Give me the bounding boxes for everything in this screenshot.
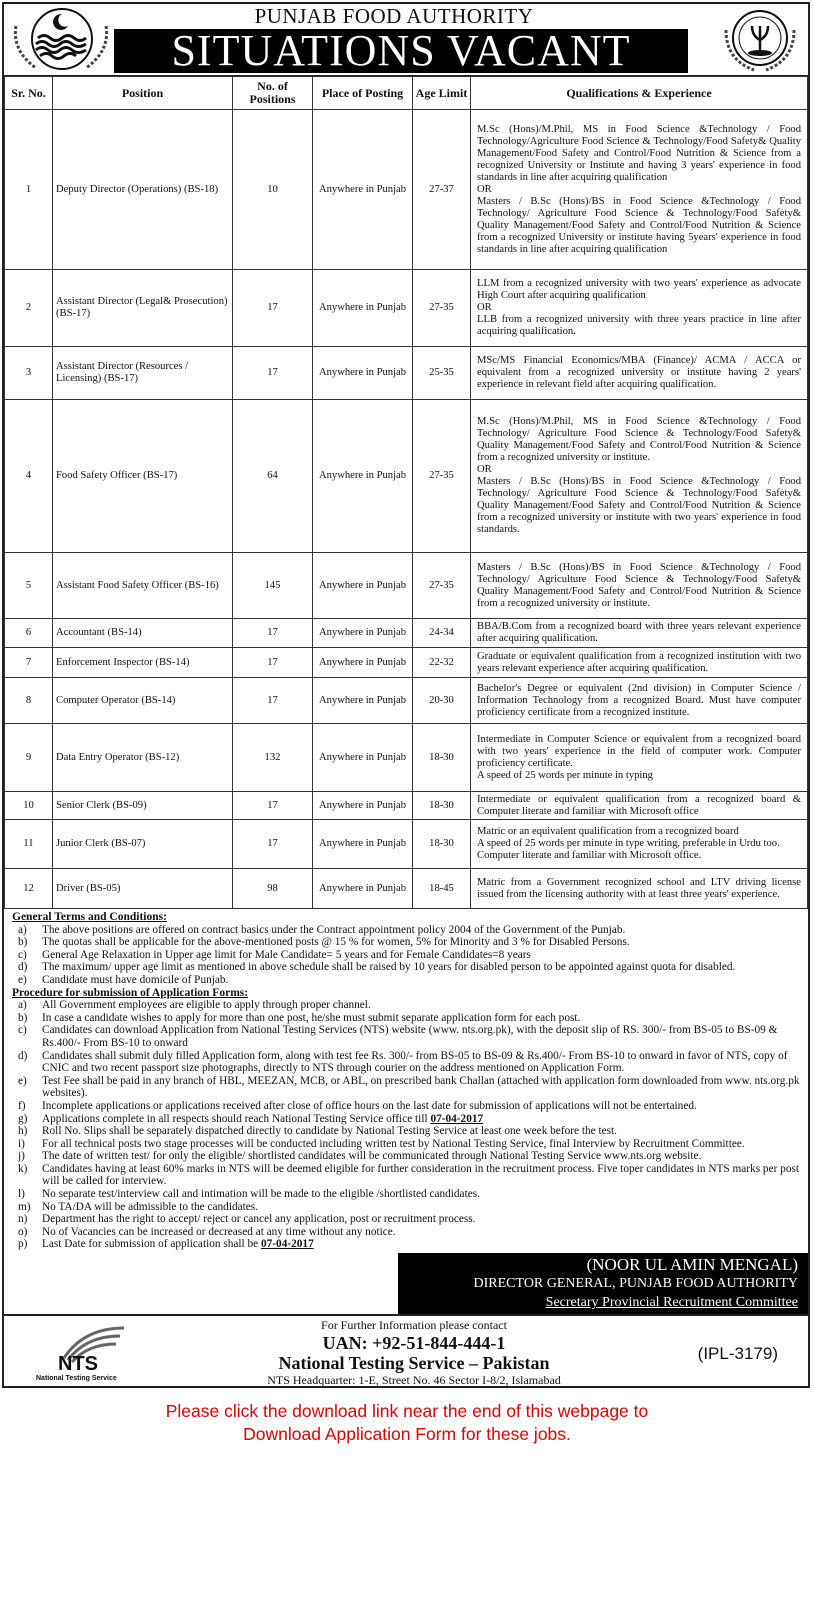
term-text-body: Department has the right to accept/ reject or cancel any application, post or recruitment process.: [42, 1213, 476, 1226]
column-header: Place of Posting: [313, 77, 413, 110]
term-item: [12, 949, 800, 962]
term-text-body: Test Fee shall be paid in any branch of HBL, MEEZAN, MCB, or ABL, on prescribed bank Challan (attached with application form downloaded from www. nts.org.pk websites).: [42, 1074, 800, 1100]
term-text: [42, 999, 800, 1012]
table-row: [5, 347, 808, 400]
term-item: [12, 1226, 800, 1239]
term-item: [12, 1163, 800, 1188]
term-marker: a): [18, 923, 27, 936]
term-text-body: No separate test/interview call and intimation will be made to the eligible /shortlisted candidates.: [42, 1188, 480, 1201]
position-title: Computer Operator (BS-14): [53, 678, 233, 724]
position-title: Assistant Director (Resources / Licensing) (BS-17): [53, 347, 233, 400]
serial-number: 5: [5, 553, 53, 619]
term-marker: l): [18, 1188, 25, 1201]
term-text-body: Applications complete in all respects should reach National Testing Service office till: [42, 1112, 431, 1125]
qualification-text: LLB from a recognized university with three years practice in line after acquiring qualification.: [477, 314, 801, 337]
age-limit: 18-30: [413, 724, 471, 792]
age-limit: 27-35: [413, 400, 471, 553]
ad-reference: (IPL-3179): [697, 1344, 778, 1364]
term-marker: d): [18, 1049, 28, 1062]
positions-count: 17: [233, 792, 313, 820]
table-row: [5, 820, 808, 869]
table-row: [5, 724, 808, 792]
qualifications: [471, 724, 808, 792]
qualifications: [471, 792, 808, 820]
deadline-date: 07-04-2017: [430, 1112, 484, 1125]
position-title: Accountant (BS-14): [53, 619, 233, 648]
positions-count: 17: [233, 619, 313, 648]
positions-count: 132: [233, 724, 313, 792]
age-limit: 18-30: [413, 792, 471, 820]
term-item: [12, 1150, 800, 1163]
positions-count: 17: [233, 678, 313, 724]
age-limit: 18-45: [413, 869, 471, 909]
term-item: [12, 974, 800, 987]
age-limit: 25-35: [413, 347, 471, 400]
term-text-body: No TA/DA will be admissible to the candidates.: [42, 1200, 259, 1213]
term-text: [42, 961, 800, 974]
term-marker: n): [18, 1213, 28, 1226]
serial-number: 12: [5, 869, 53, 909]
qualification-text: Intermediate in Computer Science or equivalent from a recognized board with two years' experience in the field of computer work. Computer proficiency certificate.: [477, 733, 801, 769]
positions-count: 17: [233, 270, 313, 347]
nts-name: National Testing Service – Pakistan: [278, 1353, 550, 1374]
serial-number: 8: [5, 678, 53, 724]
term-item: [12, 924, 800, 937]
uan-number: UAN: +92-51-844-444-1: [322, 1333, 506, 1354]
positions-count: 17: [233, 347, 313, 400]
vacancies-table: [4, 76, 808, 909]
term-text: [42, 949, 800, 962]
term-marker: k): [18, 1162, 28, 1175]
position-title: Senior Clerk (BS-09): [53, 792, 233, 820]
term-marker: b): [18, 936, 28, 949]
serial-number: 3: [5, 347, 53, 400]
qualifications: [471, 347, 808, 400]
qualification-text: BBA/B.Com from a recognized board with three years relevant experience after acquiring qualification.: [477, 621, 801, 644]
term-text-body: The above positions are offered on contract basics under the Contract appointment policy 2004 of the Government of the Punjab.: [42, 923, 626, 936]
position-title: Deputy Director (Operations) (BS-18): [53, 110, 233, 270]
nts-address: NTS Headquarter: 1-E, Street No. 46 Sector I-8/2, Islamabad: [267, 1373, 561, 1388]
term-text: [42, 1113, 800, 1126]
term-item: [12, 1100, 800, 1113]
qualification-text: A speed of 25 words per minute in type writing, preferable in Urdu too.: [477, 838, 780, 849]
term-text-body: Incomplete applications or applications received after close of office hours on the last date for submission of applications will not be entertained.: [42, 1099, 697, 1112]
term-item: [12, 936, 800, 949]
term-marker: h): [18, 1125, 28, 1138]
term-marker: e): [18, 973, 27, 986]
term-text: [42, 1050, 800, 1075]
term-text: [42, 924, 800, 937]
term-text: [42, 1012, 800, 1025]
job-advertisement: [2, 2, 810, 1388]
qualifications: [471, 553, 808, 619]
general-terms-heading: General Terms and Conditions:: [12, 911, 167, 923]
term-text: [42, 1163, 800, 1188]
qualifications: [471, 110, 808, 270]
term-marker: c): [18, 948, 27, 961]
term-marker: p): [18, 1238, 28, 1251]
place-of-posting: Anywhere in Punjab: [313, 270, 413, 347]
qualification-text: Intermediate or equivalent qualification from a recognized board & Computer literate and familiar with Microsoft office: [477, 793, 801, 817]
term-text: [42, 1138, 800, 1151]
term-text: [42, 1024, 800, 1049]
nts-logo-subtext: National Testing Service: [36, 1375, 117, 1383]
column-header: Position: [53, 77, 233, 110]
age-limit: 27-37: [413, 110, 471, 270]
qualification-text: OR: [477, 464, 492, 475]
place-of-posting: Anywhere in Punjab: [313, 553, 413, 619]
serial-number: 9: [5, 724, 53, 792]
term-marker: m): [18, 1200, 31, 1213]
nts-logo-text: NTS: [58, 1353, 98, 1376]
position-title: Driver (BS-05): [53, 869, 233, 909]
term-marker: o): [18, 1225, 28, 1238]
qualifications: [471, 648, 808, 678]
term-text-body: Last Date for submission of application shall be: [42, 1238, 261, 1251]
term-item: [12, 1075, 800, 1100]
organization-name: PUNJAB FOOD AUTHORITY: [254, 4, 534, 28]
qualification-text: MSc/MS Financial Economics/MBA (Finance)/ ACMA / ACCA or equivalent from a recognized university or institute having 2 years' experience in relevant field after acquiring qualification.: [477, 355, 801, 390]
term-text: [42, 1075, 800, 1100]
term-marker: d): [18, 961, 28, 974]
term-text-body: All Government employees are eligible to apply through proper channel.: [42, 999, 371, 1012]
place-of-posting: Anywhere in Punjab: [313, 347, 413, 400]
term-text-body: In case a candidate wishes to apply for more than one post, he/she must submit separate application form for each post.: [42, 1011, 581, 1024]
position-title: Assistant Director (Legal& Prosecution) (BS-17): [53, 270, 233, 347]
term-text-body: For all technical posts two stage processes will be conducted including written test by National Testing Service, final Interview by Recruitment Committee.: [42, 1137, 745, 1150]
qualification-text: Computer literate and familiar with Microsoft office.: [477, 850, 702, 861]
age-limit: 27-35: [413, 553, 471, 619]
column-header: Qualifications & Experience: [471, 77, 808, 110]
qualifications: [471, 820, 808, 869]
qualification-text: M.Sc (Hons)/M.Phil, MS in Food Science &Technology / Food Technology/Agriculture Food Science & Technology/Food Safety& Quality Management/Food Safety and Control/Food Nutrition & Science from a recognized University or Institute and having 3 years' experience in food standards in line after acquiring qualification: [477, 123, 801, 183]
term-text: [42, 1125, 800, 1138]
qualification-text: M.Sc (Hons)/M.Phil, MS in Food Science &Technology / Food Technology/ Agriculture Food Science & Technology/Food Safety& Quality Management/Food Safety and Control/Food Nutrition & Science from a recognized university or institute.: [477, 416, 801, 463]
term-marker: b): [18, 1011, 28, 1024]
term-item: [12, 1024, 800, 1049]
age-limit: 22-32: [413, 648, 471, 678]
position-title: Assistant Food Safety Officer (BS-16): [53, 553, 233, 619]
age-limit: 20-30: [413, 678, 471, 724]
positions-count: 98: [233, 869, 313, 909]
term-text-body: Candidates can download Application from National Testing Services (NTS) website (www. nts.org.pk), with the deposit slip of RS. 300/- from BS-05 to BS-09 & Rs.400/- From BS-10 to onward: [42, 1024, 778, 1049]
term-item: [12, 1213, 800, 1226]
qualification-text: Matric from a Government recognized school and LTV driving license issued from the licensing authority with at least three years' experience.: [477, 876, 801, 900]
download-notice-line1: Please click the download link near the end of this webpage to: [165, 1401, 649, 1422]
table-row: [5, 792, 808, 820]
term-text: [42, 936, 800, 949]
place-of-posting: Anywhere in Punjab: [313, 724, 413, 792]
positions-count: 17: [233, 820, 313, 869]
download-notice-line2: Download Application Form for these jobs.: [243, 1424, 571, 1445]
serial-number: 1: [5, 110, 53, 270]
position-title: Enforcement Inspector (BS-14): [53, 648, 233, 678]
place-of-posting: Anywhere in Punjab: [313, 820, 413, 869]
term-text-body: General Age Relaxation in Upper age limit for Male Candidate= 5 years and for Female Candidates=8 years: [42, 948, 531, 961]
serial-number: 10: [5, 792, 53, 820]
table-row: [5, 678, 808, 724]
column-header: No. of Positions: [233, 77, 313, 110]
qualifications: [471, 678, 808, 724]
qualification-text: A speed of 25 words per minute in typing: [477, 769, 653, 781]
positions-count: 145: [233, 553, 313, 619]
qualifications: [471, 869, 808, 909]
deadline-date: 07-04-2017: [261, 1238, 314, 1251]
serial-number: 7: [5, 648, 53, 678]
contact-footer: [4, 1314, 808, 1386]
table-row: [5, 619, 808, 648]
term-marker: a): [18, 999, 27, 1012]
terms-section: [4, 909, 808, 1253]
serial-number: 4: [5, 400, 53, 553]
term-text: [42, 1188, 800, 1201]
nts-logo-icon: [34, 1324, 174, 1382]
column-header: Age Limit: [413, 77, 471, 110]
term-text-body: The date of written test/ for only the eligible/ shortlisted candidates will be communicated through National Testing Service www.nts.org website.: [42, 1150, 702, 1163]
procedure-heading: Procedure for submission of Application Forms:: [12, 986, 249, 999]
qualification-text: Masters / B.Sc (Hons)/BS in Food Science &Technology / Food Technology/ Agriculture Food Science & Technology/Food Safety& Quality Management/Food Safety and Control/Food Nutrition & Science from a recognized university or institute.: [477, 561, 801, 609]
place-of-posting: Anywhere in Punjab: [313, 869, 413, 909]
qualification-text: Graduate or equivalent qualification from a recognized institution with two years relevant experience after acquiring qualification.: [477, 650, 801, 674]
term-text: [42, 1226, 800, 1239]
signatory-role: Secretary Provincial Recruitment Committee: [545, 1295, 798, 1311]
qualification-text: LLM from a recognized university with two years' experience as advocate High Court after acquiring qualification: [477, 278, 801, 301]
qualifications: [471, 400, 808, 553]
term-marker: e): [18, 1074, 27, 1087]
place-of-posting: Anywhere in Punjab: [313, 648, 413, 678]
table-row: [5, 400, 808, 553]
term-marker: g): [18, 1112, 28, 1125]
term-item: [12, 1012, 800, 1025]
term-item: [12, 1113, 800, 1126]
qualification-text: Masters / B.Sc (Hons)/BS in Food Science &Technology / Food Technology/ Agriculture Food Science & Technology/Food Safety& Quality Management/Food Safety and Control/Food Nutrition & Science from a recognized university or institute with two years' experience in food standards.: [477, 476, 801, 535]
signature-block: [398, 1253, 808, 1314]
age-limit: 18-30: [413, 820, 471, 869]
position-title: Junior Clerk (BS-07): [53, 820, 233, 869]
term-text: [42, 1213, 800, 1226]
age-limit: 27-35: [413, 270, 471, 347]
signatory-title: DIRECTOR GENERAL, PUNJAB FOOD AUTHORITY: [473, 1276, 798, 1292]
qualification-text: Matric or an equivalent qualification from a recognized board: [477, 826, 739, 837]
signatory-name: (NOOR UL AMIN MENGAL): [586, 1255, 798, 1275]
positions-count: 10: [233, 110, 313, 270]
punjab-government-emblem-icon: [10, 6, 110, 72]
ad-title: SITUATIONS VACANT: [114, 29, 688, 73]
term-text: [42, 1100, 800, 1113]
serial-number: 11: [5, 820, 53, 869]
term-item: [12, 961, 800, 974]
positions-count: 64: [233, 400, 313, 553]
qualifications: [471, 270, 808, 347]
term-marker: f): [18, 1099, 26, 1112]
place-of-posting: Anywhere in Punjab: [313, 678, 413, 724]
place-of-posting: Anywhere in Punjab: [313, 110, 413, 270]
term-text: [42, 974, 800, 987]
punjab-food-authority-logo-icon: [720, 6, 800, 74]
term-marker: i): [18, 1137, 25, 1150]
download-notice: [0, 1400, 814, 1446]
term-text-body: Candidates shall submit duly filled Application form, along with test fee Rs. 300/- from BS-05 to BS-09 & Rs.400/- From BS-10 to onward in favor of NTS, copy of CNIC and two recent passport size photographs, directly to NTS through courier on the address mentioned on Application Form.: [42, 1049, 788, 1075]
serial-number: 2: [5, 270, 53, 347]
term-marker: j): [18, 1150, 25, 1163]
term-text: [42, 1238, 800, 1251]
qualification-text: OR: [477, 302, 492, 313]
position-title: Data Entry Operator (BS-12): [53, 724, 233, 792]
positions-count: 17: [233, 648, 313, 678]
term-text-body: Roll No. Slips shall be separately dispatched directly to candidate by National Testing Service at least one week before the test.: [42, 1125, 617, 1138]
qualifications: [471, 619, 808, 648]
position-title: Food Safety Officer (BS-17): [53, 400, 233, 553]
term-item: [12, 1201, 800, 1214]
place-of-posting: Anywhere in Punjab: [313, 792, 413, 820]
age-limit: 24-34: [413, 619, 471, 648]
term-item: [12, 1050, 800, 1075]
qualification-text: OR: [477, 183, 492, 195]
term-item: [12, 1238, 800, 1251]
term-text-body: No of Vacancies can be increased or decreased at any time without any notice.: [42, 1225, 396, 1238]
term-item: [12, 999, 800, 1012]
term-text-body: The maximum/ upper age limit as mentioned in above schedule shall be raised by 10 years for disabled person to be appointed against quota for disabled.: [42, 961, 736, 974]
term-text: [42, 1150, 800, 1163]
table-row: [5, 110, 808, 270]
table-row: [5, 270, 808, 347]
term-item: [12, 1188, 800, 1201]
serial-number: 6: [5, 619, 53, 648]
contact-label: For Further Information please contact: [321, 1318, 507, 1333]
place-of-posting: Anywhere in Punjab: [313, 400, 413, 553]
ad-header: [4, 4, 808, 76]
place-of-posting: Anywhere in Punjab: [313, 619, 413, 648]
qualification-text: Masters / B.Sc (Hons)/BS in Food Science &Technology / Food Technology/ Agriculture Food Science & Technology/Food Safety& Quality Management/Food Safety and Control/Food Nutrition & Science from a recognized University or institute having 5years' experience in food standards in line after acquiring qualification: [477, 195, 801, 255]
term-text-body: Candidates having at least 60% marks in NTS will be deemed eligible for further consideration in the recruitment process. Five toper candidates in NTS marks per post will be called for interview.: [42, 1162, 800, 1188]
term-text-body: The quotas shall be applicable for the above-mentioned posts @ 15 % for women, 5% for Minority and 3 % for Disabled Persons.: [42, 936, 630, 949]
term-marker: c): [18, 1024, 27, 1037]
table-row: [5, 553, 808, 619]
qualification-text: Bachelor's Degree or equivalent (2nd division) in Computer Science / Information Technology from a recognized Board. Must have computer proficiency certificate from a recognized institute.: [477, 682, 801, 718]
term-text-body: Candidate must have domicile of Punjab.: [42, 973, 229, 986]
table-row: [5, 648, 808, 678]
table-row: [5, 869, 808, 909]
term-item: [12, 1125, 800, 1138]
column-header: Sr. No.: [5, 77, 53, 110]
term-text: [42, 1201, 800, 1214]
term-item: [12, 1138, 800, 1151]
